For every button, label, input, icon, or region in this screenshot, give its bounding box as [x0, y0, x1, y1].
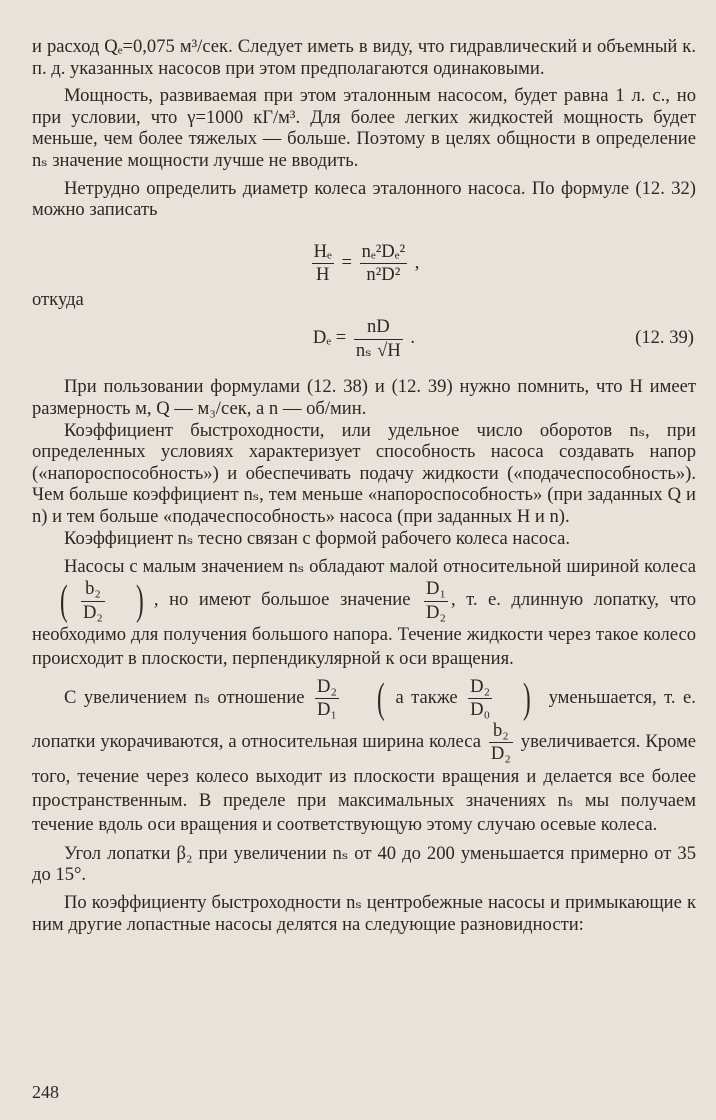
fraction-d1-d2	[424, 579, 448, 623]
fraction-numerator: b₂	[489, 721, 513, 743]
sqrt-h: √H	[377, 339, 401, 361]
paragraph-8-text-a: С увеличением nₛ отношение	[64, 687, 305, 709]
fraction-denominator: D₂	[490, 743, 511, 765]
paragraph-9: Угол лопатки β₂ при увеличении nₛ от 40 до 200 уменьшается примерно от 35 до 15°.	[32, 842, 696, 886]
formula-12-39	[32, 308, 696, 368]
formula-period: .	[410, 327, 416, 349]
paragraph-8-text-c: уменьшается, т. е. лопатки укорачиваются, а относительная ширина колеса	[32, 687, 696, 753]
fraction-d2-d0	[468, 677, 492, 721]
paragraph-5: Коэффициент быстроходности, или удельное число оборотов nₛ, при определенных условиях характеризует способность насоса создавать напор («напороспособность») и обеспечивать подачу жидкости («подачеспособность»). Чем больше коэффициент nₛ, тем меньше «напороспособность» (при заданных Q и n) и тем больше «подачеспособность» насоса (при заданных H и n).	[32, 419, 696, 527]
fraction-denominator: D₀	[470, 699, 491, 721]
paren-close: )	[523, 675, 531, 722]
equals-sign: =	[341, 251, 352, 273]
fraction-denominator: n²D²	[366, 263, 401, 285]
paragraph-8-text-b: а также	[395, 687, 458, 709]
paragraph-3: Нетрудно определить диаметр колеса эталонного насоса. По формуле (12. 32) можно записать	[32, 177, 696, 221]
fraction-denominator: D₁	[317, 699, 337, 721]
fraction-numerator: nₑ²Dₑ²	[360, 242, 407, 264]
fraction-d2-d1	[315, 677, 339, 721]
fraction-b2-d2	[81, 579, 105, 623]
fraction-denominator: H	[316, 263, 330, 285]
fraction-denominator: D₂	[83, 601, 103, 623]
equation-number: (12. 39)	[635, 327, 694, 349]
fraction-numerator: Hₑ	[312, 242, 334, 264]
fraction-diameter	[354, 317, 403, 361]
paragraph-6: Коэффициент nₛ тесно связан с формой рабочего колеса насоса.	[64, 527, 570, 549]
paren-close: )	[135, 578, 144, 625]
paragraph-7	[32, 555, 696, 671]
fraction-denominator: D₂	[426, 601, 446, 623]
word-otkuda: откуда	[32, 288, 84, 310]
paragraph-10: По коэффициенту быстроходности nₛ центробежные насосы и примыкающие к ним другие лопастные насосы делятся на следующие разновидности:	[32, 892, 696, 935]
page-number: 248	[32, 1082, 59, 1102]
paragraph-1: и расход Qₑ=0,075 м³/сек. Следует иметь в виду, что гидравлический и объемный к. п. д. указанных насосов при этом предполагаются одинаковыми.	[32, 36, 696, 79]
paragraph-7-text-b: , но имеют большое значение	[153, 589, 411, 611]
fraction-numerator: D₂	[468, 677, 492, 699]
paren-open: (	[59, 578, 68, 625]
paren-open: (	[377, 675, 386, 722]
fraction-head	[312, 242, 334, 286]
paragraph-7-text-a: Насосы с малым значением nₛ обладают малой относительной шириной колеса	[64, 556, 696, 578]
paragraph-8	[32, 677, 696, 837]
fraction-numerator: b₂	[81, 579, 105, 601]
fraction-speed-diameter	[360, 242, 407, 286]
paragraph-7-text-c: , т. е. длинную лопатку, что необходимо для получения большого напора. Течение жидкости через такое колесо происходит в плоскости, перпендикулярной к оси вращения.	[32, 589, 696, 669]
paragraph-4: При пользовании формулами (12. 38) и (12. 39) нужно помнить, что H имеет размерность м, Q — м₃/сек, а n — об/мин.	[32, 376, 696, 419]
formula-head-ratio	[32, 231, 696, 295]
paragraph-8-text-d: увеличивается. Кроме того, течение через колесо выходит из плоскости вращения и делается все более пространственным. В пределе при максимальных значениях nₛ мы получаем течение вдоль оси вращения и соответствующую этому случаю осевые колеса.	[32, 731, 696, 835]
fraction-denominator	[354, 340, 403, 361]
fraction-b2-d2	[489, 721, 513, 765]
formula-comma: ,	[414, 251, 420, 273]
fraction-numerator: nD	[354, 317, 403, 339]
paragraph-2: Мощность, развиваемая при этом эталонным насосом, будет равна 1 л. с., но при условии, что γ=1000 кГ/м³. Для более легких жидкостей мощность будет меньше, чем более тяжелых — больше. Поэтому в целях общности в определение nₛ значение мощности лучше не вводить.	[32, 85, 696, 171]
fraction-numerator: D₁	[424, 579, 448, 601]
denominator-ns: nₛ	[355, 339, 372, 361]
formula-lhs: Dₑ =	[312, 327, 347, 349]
fraction-numerator: D₂	[315, 677, 339, 699]
